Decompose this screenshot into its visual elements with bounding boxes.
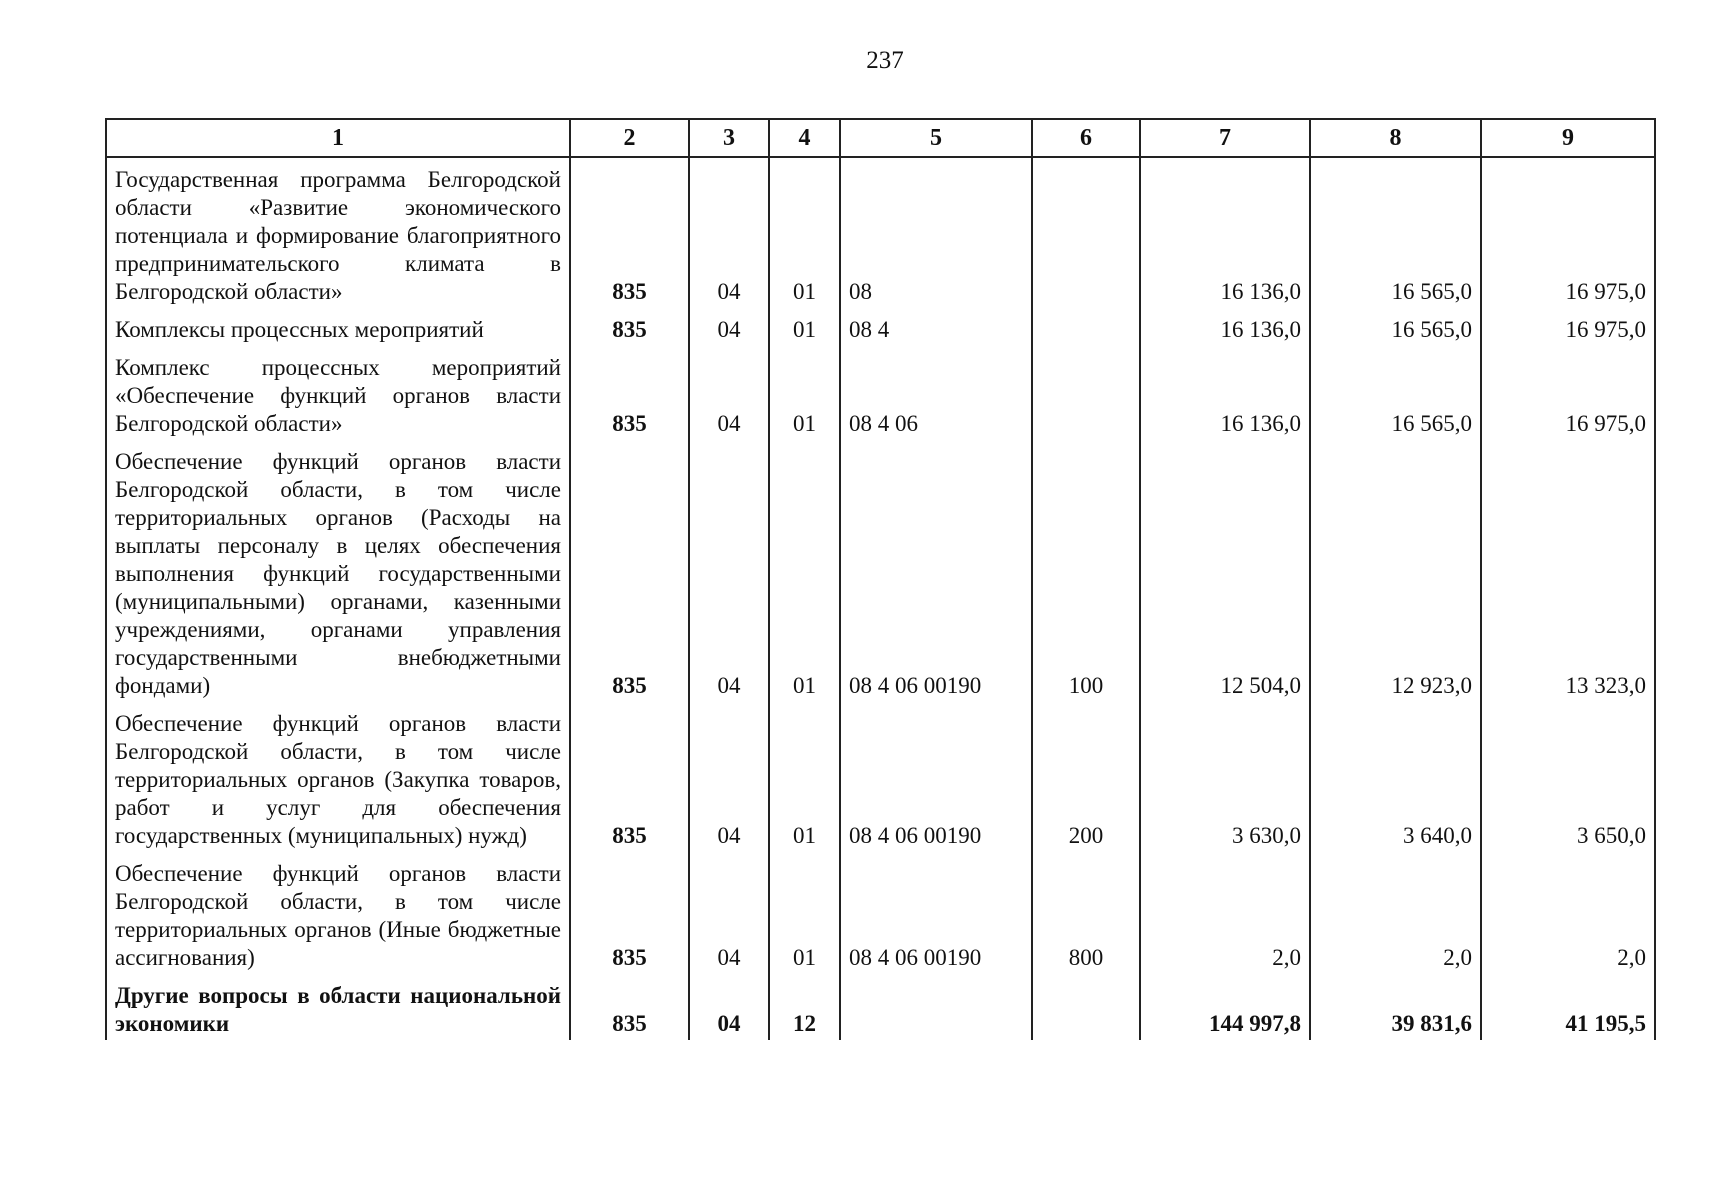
target-article-code: 08: [840, 157, 1032, 308]
row-name: Другие вопросы в области национальной экономики: [106, 974, 570, 1040]
amount-col-7: 16 136,0: [1140, 157, 1310, 308]
amount-col-7: 16 136,0: [1140, 308, 1310, 346]
target-article-code: [840, 974, 1032, 1040]
column-header-7: 7: [1140, 119, 1310, 157]
column-header-6: 6: [1032, 119, 1140, 157]
amount-col-8: 12 923,0: [1310, 440, 1481, 702]
expense-type-code: [1032, 308, 1140, 346]
column-header-8: 8: [1310, 119, 1481, 157]
amount-col-7: 16 136,0: [1140, 346, 1310, 440]
admin-code: 835: [570, 440, 689, 702]
table-row: [106, 852, 1655, 974]
budget-table: [105, 118, 1656, 1040]
table-row: [106, 157, 1655, 308]
row-name: Комплексы процессных мероприятий: [106, 308, 570, 346]
section-code: 04: [689, 346, 769, 440]
column-header-3: 3: [689, 119, 769, 157]
section-code: 04: [689, 702, 769, 852]
expense-type-code: 100: [1032, 440, 1140, 702]
admin-code: 835: [570, 852, 689, 974]
admin-code: 835: [570, 308, 689, 346]
amount-col-9: 16 975,0: [1481, 157, 1655, 308]
section-code: 04: [689, 974, 769, 1040]
amount-col-8: 3 640,0: [1310, 702, 1481, 852]
target-article-code: 08 4 06 00190: [840, 852, 1032, 974]
table-body: [106, 157, 1655, 1040]
expense-type-code: [1032, 157, 1140, 308]
amount-col-8: 2,0: [1310, 852, 1481, 974]
row-name: Обеспечение функций органов власти Белгородской области, в том числе территориальных органов (Закупка товаров, работ и услуг для обеспечения государственных (муниципальных) нужд): [106, 702, 570, 852]
subsection-code: 01: [769, 308, 840, 346]
column-header-9: 9: [1481, 119, 1655, 157]
section-code: 04: [689, 440, 769, 702]
section-code: 04: [689, 308, 769, 346]
admin-code: 835: [570, 702, 689, 852]
column-header-2: 2: [570, 119, 689, 157]
subsection-code: 01: [769, 852, 840, 974]
column-header-4: 4: [769, 119, 840, 157]
section-code: 04: [689, 157, 769, 308]
amount-col-9: 13 323,0: [1481, 440, 1655, 702]
subsection-code: 01: [769, 157, 840, 308]
section-code: 04: [689, 852, 769, 974]
table-row: [106, 308, 1655, 346]
subsection-code: 01: [769, 702, 840, 852]
table-row: [106, 702, 1655, 852]
amount-col-8: 39 831,6: [1310, 974, 1481, 1040]
target-article-code: 08 4 06 00190: [840, 702, 1032, 852]
expense-type-code: 200: [1032, 702, 1140, 852]
amount-col-9: 16 975,0: [1481, 346, 1655, 440]
target-article-code: 08 4: [840, 308, 1032, 346]
expense-type-code: [1032, 346, 1140, 440]
amount-col-7: 144 997,8: [1140, 974, 1310, 1040]
target-article-code: 08 4 06: [840, 346, 1032, 440]
amount-col-7: 3 630,0: [1140, 702, 1310, 852]
amount-col-9: 3 650,0: [1481, 702, 1655, 852]
admin-code: 835: [570, 974, 689, 1040]
amount-col-9: 16 975,0: [1481, 308, 1655, 346]
expense-type-code: [1032, 974, 1140, 1040]
header-row: [106, 119, 1655, 157]
column-header-5: 5: [840, 119, 1032, 157]
table-row: [106, 440, 1655, 702]
row-name: Государственная программа Белгородской области «Развитие экономического потенциала и формирование благоприятного предпринимательского климата в Белгородской области»: [106, 157, 570, 308]
amount-col-8: 16 565,0: [1310, 157, 1481, 308]
amount-col-9: 2,0: [1481, 852, 1655, 974]
amount-col-8: 16 565,0: [1310, 346, 1481, 440]
subsection-code: 01: [769, 346, 840, 440]
row-name: Комплекс процессных мероприятий «Обеспечение функций органов власти Белгородской области»: [106, 346, 570, 440]
expense-type-code: 800: [1032, 852, 1140, 974]
row-name: Обеспечение функций органов власти Белгородской области, в том числе территориальных органов (Расходы на выплаты персоналу в целях обеспечения выполнения функций государственными (муниципальными) органами, казенными учреждениями, органами управления государственными внебюджетными фондами): [106, 440, 570, 702]
amount-col-7: 12 504,0: [1140, 440, 1310, 702]
subsection-code: 12: [769, 974, 840, 1040]
page-number: 237: [866, 47, 904, 74]
table-row: [106, 974, 1655, 1040]
admin-code: 835: [570, 346, 689, 440]
amount-col-9: 41 195,5: [1481, 974, 1655, 1040]
target-article-code: 08 4 06 00190: [840, 440, 1032, 702]
amount-col-7: 2,0: [1140, 852, 1310, 974]
amount-col-8: 16 565,0: [1310, 308, 1481, 346]
admin-code: 835: [570, 157, 689, 308]
column-header-1: 1: [106, 119, 570, 157]
table-row: [106, 346, 1655, 440]
row-name: Обеспечение функций органов власти Белгородской области, в том числе территориальных органов (Иные бюджетные ассигнования): [106, 852, 570, 974]
subsection-code: 01: [769, 440, 840, 702]
